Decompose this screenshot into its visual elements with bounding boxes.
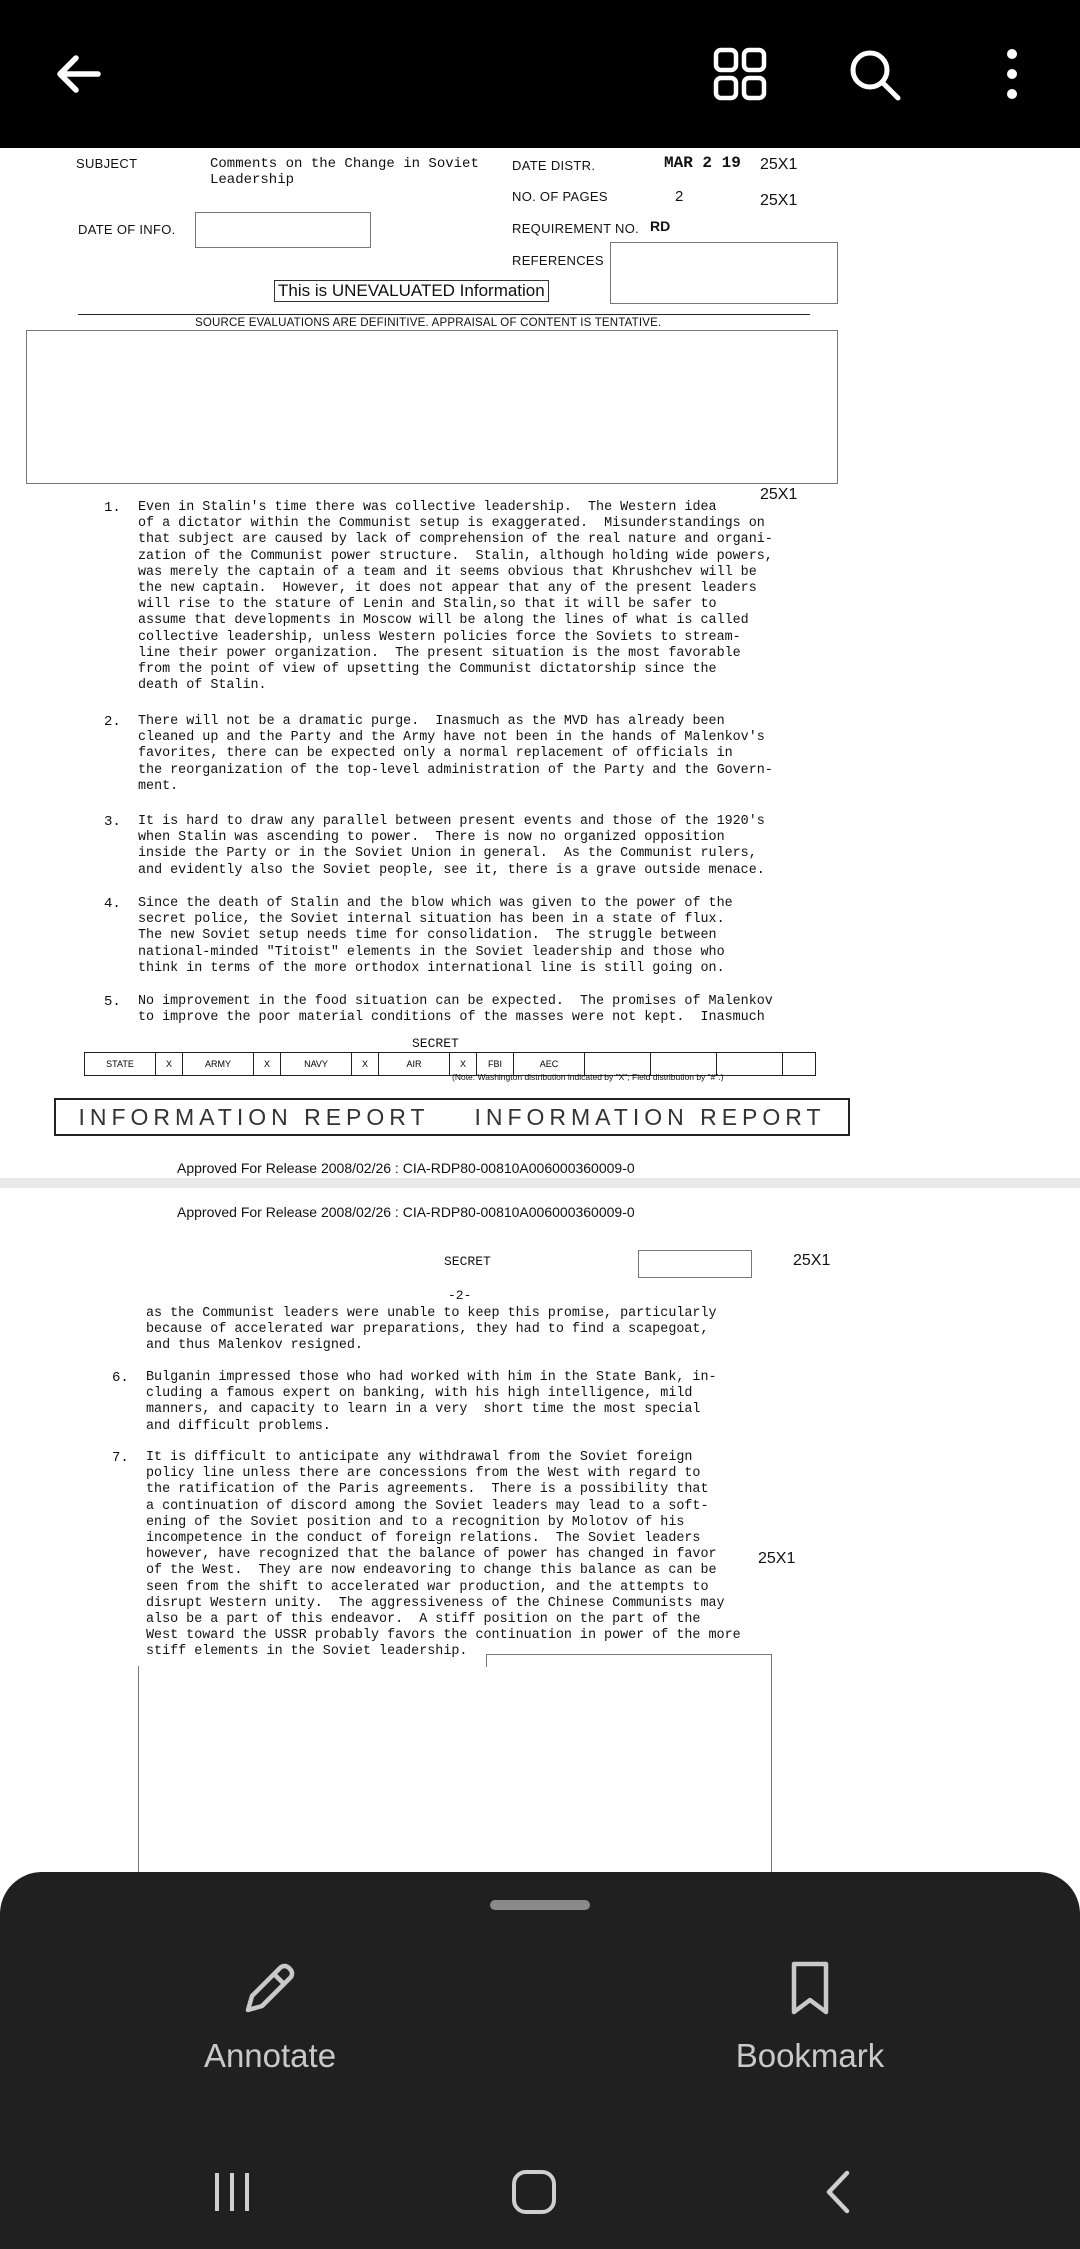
release-footer: Approved For Release 2008/02/26 : CIA-RDP80-00810A006000360009-0 [177, 1160, 635, 1176]
date-info-label: DATE OF INFO. [78, 222, 176, 237]
release-header: Approved For Release 2008/02/26 : CIA-RDP80-00810A006000360009-0 [177, 1204, 635, 1220]
date-distr-label: DATE DISTR. [512, 158, 596, 173]
paragraph-number: 4. [104, 896, 121, 912]
bookmark-label: Bookmark [735, 2037, 885, 2074]
secret-label: SECRET [444, 1254, 491, 1269]
home-icon[interactable] [484, 2152, 584, 2232]
source-evaluation-note: SOURCE EVALUATIONS ARE DEFINITIVE. APPRAISAL OF CONTENT IS TENTATIVE. [195, 317, 662, 329]
requirement-label: REQUIREMENT NO. [512, 221, 640, 236]
distribution-note: (Note: Washington distribution indicated by "X"; Field distribution by "#".) [452, 1072, 724, 1082]
dist-cell: STATE [85, 1053, 156, 1075]
information-report-text: INFORMATION REPORT [78, 1103, 430, 1130]
date-info-box [195, 212, 371, 248]
more-vertical-icon[interactable] [972, 34, 1052, 114]
redacted-box [638, 1250, 752, 1278]
paragraph-text: There will not be a dramatic purge. Inasmuch as the MVD has already been cleaned up and the Party and the Army have not been in the hands of Malenkov's favorites, there can be expected only a normal replacement of officials in the reorganization of the top-level administration of the Party and the Govern- ment. [138, 714, 773, 794]
bookmark-button[interactable] [700, 1958, 920, 2098]
annotate-button[interactable] [160, 1958, 380, 2098]
dist-cell [782, 1053, 815, 1075]
redaction-code: 25X1 [793, 1252, 831, 1269]
requirement-value: RD [650, 218, 671, 234]
sheet-drag-handle[interactable] [490, 1900, 590, 1910]
paragraph-number: 3. [104, 814, 121, 830]
paragraph-text: Bulganin impressed those who had worked with him in the State Bank, in- cluding a famous expert on banking, with his high intelligence, mild manners, and capacity to learn in a very short time the most special and difficult problems. [146, 1370, 717, 1434]
paragraph-text: It is difficult to anticipate any withdrawal from the Soviet foreign policy line unless there are concessions from the West with regard to the ratification of the Paris agreements. There is a possibility that a continuation of discord among the Soviet leaders may lead to a soft- ening of the Soviet position and to a recognition by Molotov of his incompetence in the conduct of foreign relations. The Soviet leaders however, have recognized that the balance of power has changed in favor of the West. They are now endeavoring to change this balance as can be seen from the shift to accelerated war production, and the attempts to disrupt Western unity. The aggressiveness of the Chinese Communists may also be a part of this endeavor. A stiff position on the part of the West toward the USSR probably favors the continuation in power of the more stiff elements in the Soviet leadership. [146, 1450, 741, 1660]
system-navigation-bar [0, 2142, 1080, 2249]
dist-cell: FBI [477, 1053, 514, 1075]
subject-label: SUBJECT [76, 156, 138, 171]
document-page-1 [0, 148, 1080, 1178]
references-box [610, 242, 838, 304]
search-icon[interactable] [834, 34, 914, 114]
paragraph-number: 7. [112, 1450, 129, 1466]
dist-cell [716, 1053, 782, 1075]
information-report-banner [54, 1098, 850, 1136]
pages-label: NO. OF PAGES [512, 189, 608, 204]
paragraph-number: 6. [112, 1370, 129, 1386]
information-report-text: INFORMATION REPORT [474, 1103, 826, 1130]
secret-label: SECRET [412, 1036, 459, 1051]
top-toolbar [0, 0, 1080, 148]
document-page-2 [0, 1188, 1080, 1888]
paragraph-text: No improvement in the food situation can be expected. The promises of Malenkov to improve the poor material conditions of the masses were not kept. Inasmuch [138, 994, 773, 1026]
dist-cell: X [352, 1053, 379, 1075]
dist-cell: AEC [514, 1053, 585, 1075]
page-number: -2- [448, 1288, 472, 1303]
grid-view-icon[interactable] [700, 34, 780, 114]
references-label: REFERENCES [512, 253, 604, 268]
paragraph-text: Since the death of Stalin and the blow which was given to the power of the secret police, the Soviet internal situation has been in a state of flux. The new Soviet setup needs time for consolidation. The struggle between national-minded "Titoist" elements in the Soviet leadership and those who think in terms of the more orthodox international line is still going on. [138, 896, 733, 976]
paragraph-number: 2. [104, 714, 121, 730]
dist-cell: NAVY [281, 1053, 352, 1075]
dist-cell: X [254, 1053, 281, 1075]
annotate-label: Annotate [203, 2037, 337, 2074]
dist-cell: X [450, 1053, 477, 1075]
bookmark-icon [780, 1958, 840, 2018]
redaction-code: 25X1 [758, 1550, 796, 1567]
pages-value: 2 [675, 188, 684, 205]
redaction-code: 25X1 [760, 156, 798, 173]
dist-cell: AIR [379, 1053, 450, 1075]
recent-apps-icon[interactable] [182, 2152, 282, 2232]
paragraph-number: 5. [104, 994, 121, 1010]
arrow-left-icon[interactable] [38, 34, 118, 114]
paragraph-number: 1. [104, 500, 121, 516]
redaction-code: 25X1 [760, 192, 798, 209]
divider [78, 314, 810, 315]
back-icon[interactable] [790, 2152, 890, 2232]
page-separator [0, 1178, 1080, 1188]
bottom-sheet [0, 1872, 1080, 2249]
paragraph-text: Even in Stalin's time there was collective leadership. The Western idea of a dictator within the Communist setup is exaggerated. Misunderstandings on that subject are caused by lack of comprehension of the real nature and organi- zation of the Communist power structure. Stalin, although holding wide powers, was merely the captain of a team and it seems obvious that Khrushchev will be the new captain. However, it does not appear that any of the present leaders will rise to the stature of Lenin and Stalin,so that it will be safer to assume that developments in Moscow will be along the lines of what is called collective leadership, unless Western policies force the Soviets to stream- line their power organization. The present situation is the most favorable from the point of view of upsetting the Communist dictatorship since the death of Stalin. [138, 500, 773, 694]
pencil-icon [240, 1958, 300, 2018]
redacted-box [26, 330, 838, 484]
redaction-code: 25X1 [760, 486, 798, 503]
subject-text: Comments on the Change in Soviet [210, 156, 479, 172]
paragraph-text: It is hard to draw any parallel between present events and those of the 1920's when Stalin was ascending to power. There is now no organized opposition inside the Party or in the Soviet Union in general. As the Communist rulers, and evidently also the Soviet people, see it, there is a grave outside menace. [138, 814, 765, 878]
subject-text-2: Leadership [210, 172, 295, 188]
unevaluated-notice: This is UNEVALUATED Information [274, 280, 549, 302]
redacted-box [138, 1666, 772, 1907]
dist-cell: ARMY [183, 1053, 254, 1075]
dist-cell: X [156, 1053, 183, 1075]
paragraph-text: as the Communist leaders were unable to keep this promise, particularly because of accelerated war preparations, they had to find a scapegoat, and thus Malenkov resigned. [146, 1306, 717, 1354]
date-distr-value: MAR 2 19 [664, 154, 741, 172]
redacted-box-top [486, 1654, 772, 1667]
